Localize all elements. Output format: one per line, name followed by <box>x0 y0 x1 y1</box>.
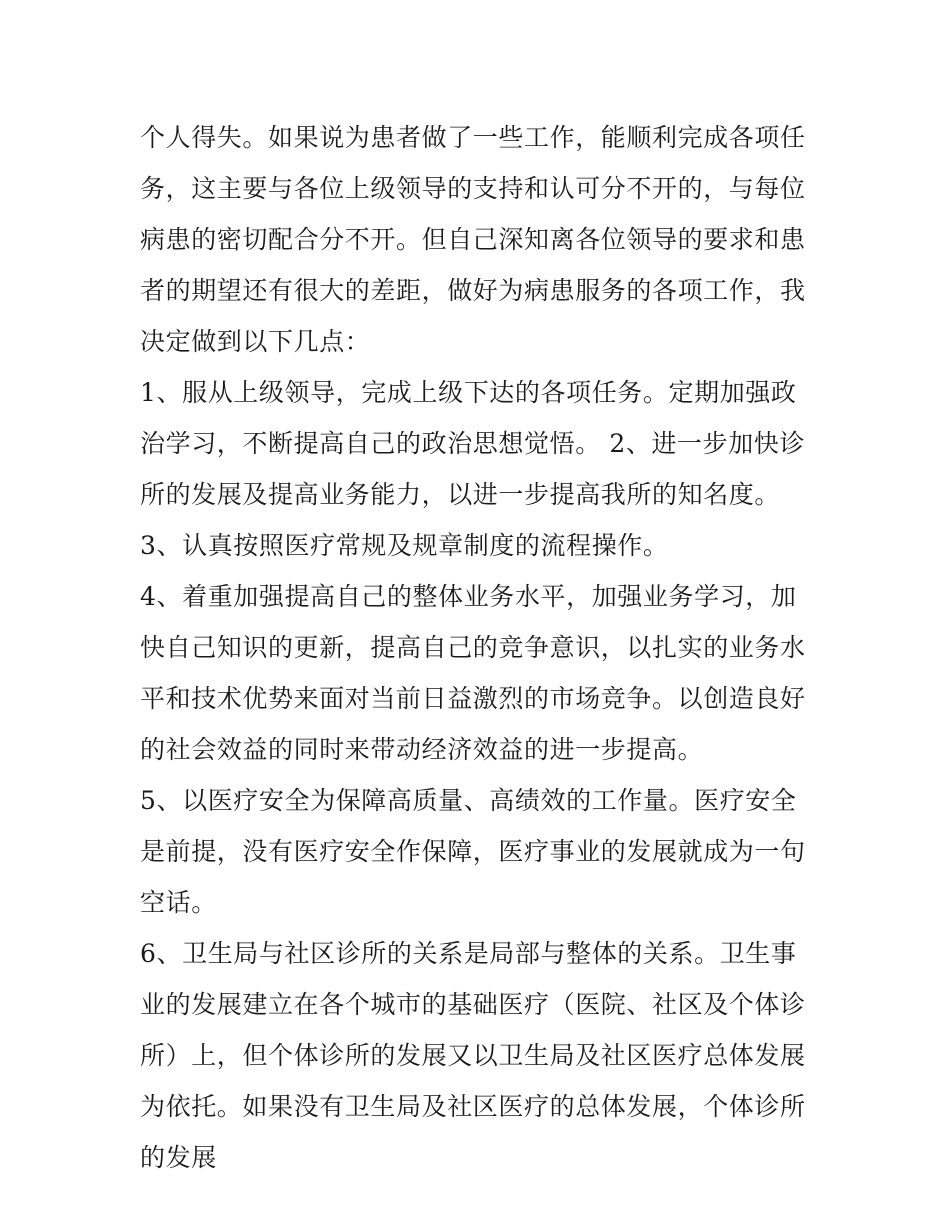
paragraph-item-1-2: 1、服从上级领导，完成上级下达的各项任务。定期加强政治学习，不断提高自己的政治思想觉悟。 2、进一步加快诊所的发展及提高业务能力，以进一步提高我所的知名度。 <box>140 378 806 509</box>
paragraph-item-6: 6、卫生局与社区诊所的关系是局部与整体的关系。卫生事业的发展建立在各个城市的基础医疗（医院、社区及个体诊所）上，但个体诊所的发展又以卫生局及社区医疗总体发展为依托。如果没有卫生局及社区医疗的总体发展，个体诊所的发展 <box>140 939 806 1172</box>
paragraph-item-3: 3、认真按照医疗常规及规章制度的流程操作。 <box>140 531 669 560</box>
paragraph-item-4: 4、着重加强提高自己的整体业务水平，加强业务学习，加快自己知识的更新，提高自己的竞争意识，以扎实的业务水平和技术优势来面对当前日益激烈的市场竞争。以创造良好的社会效益的同时来带动经济效益的进一步提高。 <box>140 582 806 764</box>
paragraph-item-5: 5、以医疗安全为保障高质量、高绩效的工作量。医疗安全是前提，没有医疗安全作保障，医疗事业的发展就成为一句空话。 <box>140 786 806 917</box>
document-body <box>140 112 820 1183</box>
paragraph-intro: 个人得失。如果说为患者做了一些工作，能顺利完成各项任务，这主要与各位上级领导的支持和认可分不开的，与每位病患的密切配合分不开。但自己深知离各位领导的要求和患者的期望还有很大的差距，做好为病患服务的各项工作，我决定做到以下几点： <box>140 123 806 356</box>
